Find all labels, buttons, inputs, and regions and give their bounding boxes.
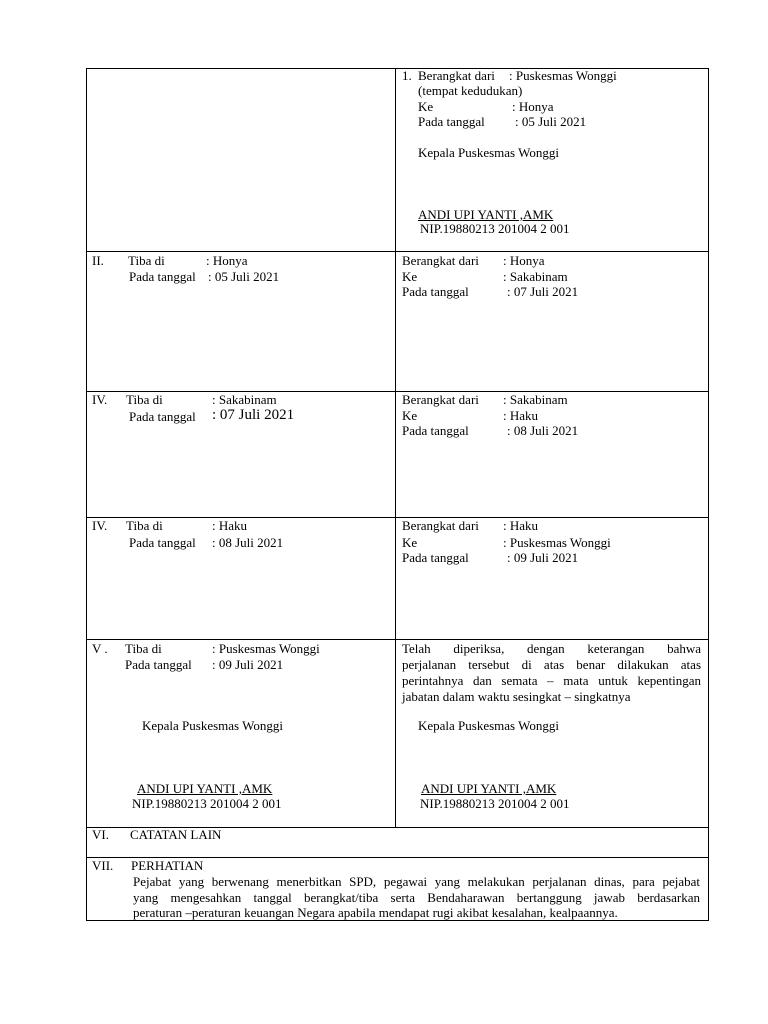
row-3-depart-label: Berangkat dari (402, 392, 479, 407)
row-1-to-value: : Honya (512, 99, 554, 114)
row-5-statement-line-4: jabatan dalam waktu sesingkat – singkatnya (402, 689, 631, 704)
row-4-arrive-label: Tiba di (126, 518, 163, 533)
row-5-arrive-value: : Puskesmas Wonggi (212, 641, 320, 656)
row-7-text-line-2: yang mengesahkan tanggal berangkat/tiba serta Bendaharawan bertanggung jawab berdasarkan (133, 890, 700, 905)
row-2-depart-value: : Honya (503, 253, 545, 268)
row-3-arrive-date-label: Pada tanggal (129, 409, 196, 424)
row-1-depart-value: : Puskesmas Wonggi (509, 68, 617, 83)
row-4-arrive-value: : Haku (212, 518, 248, 533)
row-5-left-signer-name: ANDI UPI YANTI ,AMK (137, 781, 273, 796)
row-3-to-label: Ke (402, 408, 418, 423)
row-2-date-label: Pada tanggal (402, 284, 469, 299)
row-1-date-value: : 05 Juli 2021 (515, 114, 587, 129)
row-7-roman: VII. (92, 858, 114, 873)
row-2-arrive-date-value: : 05 Juli 2021 (208, 269, 280, 284)
row-4-roman: IV. (92, 518, 108, 533)
row-7-text-line-3: peraturan –peraturan keuangan Negara apabila mendapat rugi akibat kesalahan, kealpaannya. (133, 905, 618, 920)
row-4-to-label: Ke (402, 535, 418, 550)
table-border-right (708, 68, 709, 921)
row-7-text-line-1: Pejabat yang berwenang menerbitkan SPD, pegawai yang melakukan perjalanan dinas, para pejabat (133, 874, 700, 889)
row-4-date-label: Pada tanggal (402, 550, 469, 565)
row-1-signer-nip: NIP.19880213 201004 2 001 (420, 221, 570, 236)
row-3-date-value: : 08 Juli 2021 (507, 423, 579, 438)
row-divider-1 (86, 251, 709, 252)
row-5-statement-line-2: perjalanan tersebut di atas benar dilakukan atas (402, 657, 701, 672)
row-5-right-signer-nip: NIP.19880213 201004 2 001 (420, 796, 570, 811)
row-3-arrive-label: Tiba di (126, 392, 163, 407)
row-3-arrive-value: : Sakabinam (212, 392, 277, 407)
row-5-statement-line-3: perintahnya dan semata – mata untuk kepentingan (402, 673, 701, 688)
row-2-arrive-date-label: Pada tanggal (129, 269, 196, 284)
row-1-number: 1. (402, 68, 412, 83)
row-4-arrive-date-label: Pada tanggal (129, 535, 196, 550)
row-4-depart-value: : Haku (503, 518, 539, 533)
row-1-to-label: Ke (418, 99, 434, 114)
row-7-title: PERHATIAN (131, 858, 204, 873)
row-3-roman: IV. (92, 392, 108, 407)
row-2-depart-label: Berangkat dari (402, 253, 479, 268)
row-4-arrive-date-value: : 08 Juli 2021 (212, 535, 284, 550)
table-border-left (86, 68, 87, 921)
row-1-head-title: Kepala Puskesmas Wonggi (418, 145, 559, 160)
row-5-right-head-title: Kepala Puskesmas Wonggi (418, 718, 559, 733)
row-5-left-head-title: Kepala Puskesmas Wonggi (142, 718, 283, 733)
row-5-arrive-date-label: Pada tanggal (125, 657, 192, 672)
row-6-title: CATATAN LAIN (130, 827, 222, 842)
column-divider (395, 68, 396, 828)
row-4-date-value: : 09 Juli 2021 (507, 550, 579, 565)
row-divider-4 (86, 639, 709, 640)
row-1-place-note: (tempat kedudukan) (418, 83, 523, 98)
row-1-depart-label: Berangkat dari (418, 68, 495, 83)
row-1-date-label: Pada tanggal (418, 114, 485, 129)
row-2-arrive-label: Tiba di (128, 253, 165, 268)
row-2-arrive-value: : Honya (206, 253, 248, 268)
row-2-date-value: : 07 Juli 2021 (507, 284, 579, 299)
row-4-depart-label: Berangkat dari (402, 518, 479, 533)
row-3-date-label: Pada tanggal (402, 423, 469, 438)
row-5-arrive-label: Tiba di (125, 641, 162, 656)
row-2-to-value: : Sakabinam (503, 269, 568, 284)
row-4-to-value: : Puskesmas Wonggi (503, 535, 611, 550)
row-divider-3 (86, 517, 709, 518)
row-5-left-signer-nip: NIP.19880213 201004 2 001 (132, 796, 282, 811)
row-3-to-value: : Haku (503, 408, 539, 423)
row-5-arrive-date-value: : 09 Juli 2021 (212, 657, 284, 672)
row-2-to-label: Ke (402, 269, 418, 284)
row-5-statement-line-1: Telah diperiksa, dengan keterangan bahwa (402, 641, 701, 656)
row-divider-2 (86, 391, 709, 392)
row-3-arrive-date-value: : 07 Juli 2021 (212, 407, 295, 423)
row-5-right-signer-name: ANDI UPI YANTI ,AMK (421, 781, 557, 796)
row-1-signer-name: ANDI UPI YANTI ,AMK (418, 207, 554, 222)
row-6-roman: VI. (92, 827, 109, 842)
row-2-roman: II. (92, 253, 104, 268)
row-5-roman: V . (92, 641, 108, 656)
row-3-depart-value: : Sakabinam (503, 392, 568, 407)
